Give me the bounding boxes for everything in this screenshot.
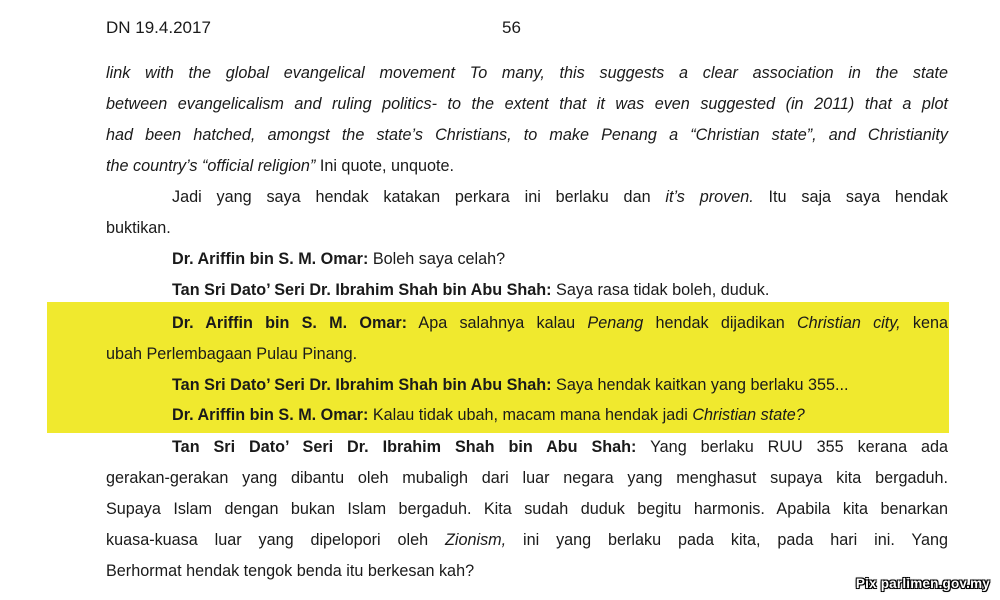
speaker-line: Dr. Ariffin bin S. M. Omar: Boleh saya celah? — [172, 250, 506, 268]
text-line: between evangelicalism and ruling politics- to the extent that it was even suggested (in 2011) that a plot — [106, 95, 948, 113]
text-line: link with the global evangelical movement To many, this suggests a clear association in the state — [106, 64, 948, 82]
speaker-name: Tan Sri Dato’ Seri Dr. Ibrahim Shah bin Abu Shah: — [172, 281, 552, 299]
text-line: ubah Perlembagaan Pulau Pinang. — [106, 345, 358, 363]
speaker-line: Tan Sri Dato’ Seri Dr. Ibrahim Shah bin Abu Shah: Yang berlaku RUU 355 kerana ada — [172, 438, 949, 456]
speaker-line: Tan Sri Dato’ Seri Dr. Ibrahim Shah bin Abu Shah: Saya rasa tidak boleh, duduk. — [172, 281, 770, 299]
speaker-line: Dr. Ariffin bin S. M. Omar: Kalau tidak ubah, macam mana hendak jadi Christian state? — [172, 406, 805, 424]
speaker-name: Dr. Ariffin bin S. M. Omar: — [172, 314, 408, 332]
speaker-name: Tan Sri Dato’ Seri Dr. Ibrahim Shah bin Abu Shah: — [172, 438, 637, 456]
text-line: Jadi yang saya hendak katakan perkara ini berlaku dan it’s proven. Itu saja saya hendak — [172, 188, 949, 206]
speaker-name: Dr. Ariffin bin S. M. Omar: — [172, 250, 369, 268]
text-line: the country’s “official religion” Ini quote, unquote. — [106, 157, 454, 175]
speaker-name: Dr. Ariffin bin S. M. Omar: — [172, 406, 369, 424]
text-line: gerakan-gerakan yang dibantu oleh mubaligh dari luar negara yang menghasut supaya kita bergaduh. — [106, 469, 948, 487]
speaker-line: Tan Sri Dato’ Seri Dr. Ibrahim Shah bin Abu Shah: Saya hendak kaitkan yang berlaku 355... — [172, 376, 849, 394]
text-line: Supaya Islam dengan bukan Islam bergaduh. Kita sudah duduk begitu harmonis. Apabila kita benarkan — [106, 500, 948, 518]
text-line: buktikan. — [106, 219, 171, 237]
watermark: Pix parlimen.gov.my — [855, 576, 990, 591]
text-line: kuasa-kuasa luar yang dipelopori oleh Zionism, ini yang berlaku pada kita, pada hari ini. Yang — [106, 531, 948, 549]
header-date: DN 19.4.2017 — [106, 18, 211, 37]
text-line: had been hatched, amongst the state’s Christians, to make Penang a “Christian state”, and Christianity — [106, 126, 948, 144]
speaker-line: Dr. Ariffin bin S. M. Omar: Apa salahnya kalau Penang hendak dijadikan Christian city, kena — [172, 314, 948, 332]
page-number: 56 — [502, 18, 521, 37]
text-line: Berhormat hendak tengok benda itu berkesan kah? — [106, 562, 475, 580]
speaker-name: Tan Sri Dato’ Seri Dr. Ibrahim Shah bin Abu Shah: — [172, 376, 552, 394]
